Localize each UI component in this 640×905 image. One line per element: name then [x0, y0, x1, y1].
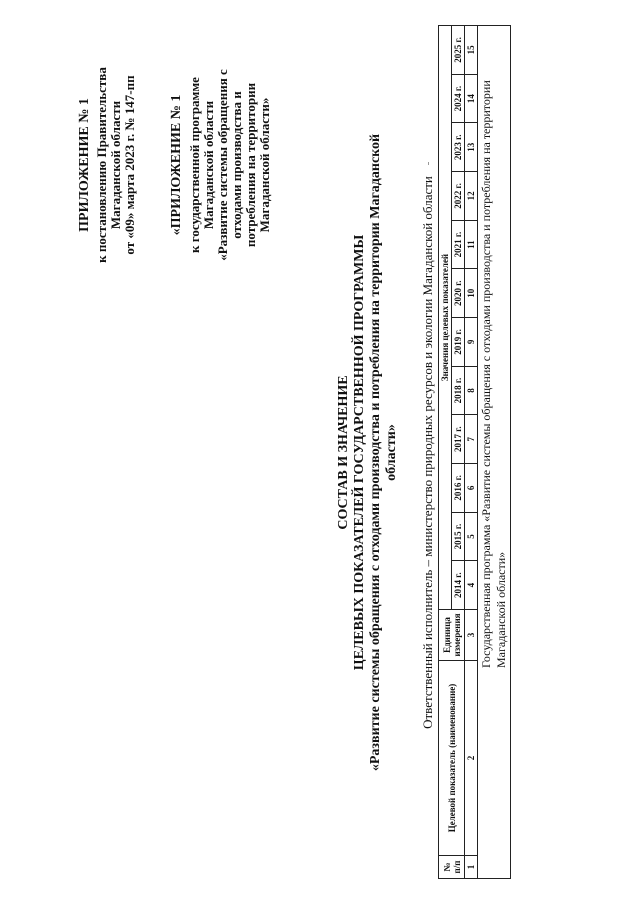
appendix-block	[78, 65, 137, 265]
header-unit: Единица измерения	[439, 610, 465, 661]
appendix-program-title: «ПРИЛОЖЕНИЕ № 1	[169, 94, 184, 236]
year-cell: 2019 г.	[452, 318, 465, 367]
appendix-line: к постановлению Правительства	[94, 67, 109, 263]
appendix-title: ПРИЛОЖЕНИЕ № 1	[77, 98, 92, 232]
appendix-program-line: потребления на территории	[243, 82, 258, 248]
column-number: 10	[465, 269, 478, 318]
year-cell: 2015 г.	[452, 512, 465, 561]
year-cell: 2024 г.	[452, 74, 465, 123]
appendix-program-block	[170, 65, 272, 265]
header-values: Значения целевых показателей	[439, 26, 452, 610]
appendix-program-line: к государственной программе	[187, 77, 202, 253]
scan-mark	[428, 162, 429, 165]
column-number: 11	[465, 220, 478, 269]
column-number: 9	[465, 318, 478, 367]
column-number: 4	[465, 561, 478, 610]
heading-line: области»	[384, 424, 399, 481]
header-indicator: Целевой показатель (наименование)	[439, 661, 465, 856]
column-number: 2	[465, 661, 478, 856]
document-heading	[336, 0, 400, 905]
header-no: № п/п	[439, 856, 465, 879]
year-cell: 2017 г.	[452, 415, 465, 464]
column-number: 5	[465, 512, 478, 561]
column-number: 12	[465, 172, 478, 221]
appendix-program-line: отходами производства и	[229, 91, 244, 239]
appendix-program-line: Магаданской области	[201, 100, 216, 230]
heading-line: ЦЕЛЕВЫХ ПОКАЗАТЕЛЕЙ ГОСУДАРСТВЕННОЙ ПРОГРАММЫ	[352, 234, 367, 671]
column-number: 1	[465, 856, 478, 879]
column-number: 3	[465, 610, 478, 661]
year-cell: 2022 г.	[452, 172, 465, 221]
year-cell: 2016 г.	[452, 464, 465, 513]
indicators-table	[438, 25, 511, 879]
column-number: 15	[465, 26, 478, 75]
heading-line: «Развитие системы обращения с отходами производства и потребления на территории Магаданской	[368, 133, 383, 772]
year-cell: 2023 г.	[452, 123, 465, 172]
column-number: 14	[465, 74, 478, 123]
appendix-program-line: «Развитие системы обращения с	[215, 69, 230, 261]
appendix-date: от «09» марта 2023 г. № 147-пп	[122, 75, 137, 255]
heading-line: СОСТАВ И ЗНАЧЕНИЕ	[336, 375, 351, 530]
column-number: 8	[465, 366, 478, 415]
year-cell: 2014 г.	[452, 561, 465, 610]
column-number: 13	[465, 123, 478, 172]
responsible-executor: Ответственный исполнитель – министерство природных ресурсов и экологии Магаданской области	[420, 176, 435, 729]
year-cell: 2021 г.	[452, 220, 465, 269]
program-row-label: Государственная программа «Развитие системы обращения с отходами производства и потребления на территории Магаданской области»	[478, 26, 511, 879]
column-number: 6	[465, 464, 478, 513]
column-numbers-row	[465, 26, 478, 879]
appendix-program-line: Магаданской области»	[257, 97, 272, 233]
appendix-line: Магаданской области	[108, 100, 123, 230]
column-number: 7	[465, 415, 478, 464]
year-cell: 2018 г.	[452, 366, 465, 415]
program-row	[478, 26, 511, 879]
year-cell: 2020 г.	[452, 269, 465, 318]
year-cell: 2025 г.	[452, 26, 465, 75]
